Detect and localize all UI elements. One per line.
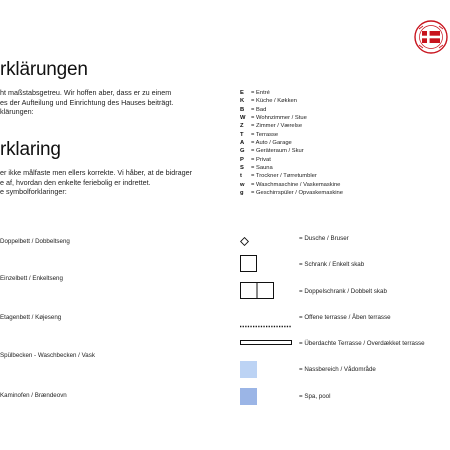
double-cabinet-label: = Doppelschrank / Dobbelt skab — [299, 288, 387, 295]
legend-row: A = Auto / Garage — [240, 140, 292, 147]
wet-area-swatch — [240, 361, 257, 378]
german-heading: rklärungen — [0, 59, 88, 80]
shower-label: = Dusche / Bruser — [299, 235, 349, 242]
stove-label: Kaminofen / Brændeovn — [0, 392, 67, 399]
wet-area-label: = Nassbereich / Vådområde — [299, 366, 376, 373]
single-cabinet-label: = Schrank / Enkelt skab — [299, 261, 365, 268]
legend-row: w = Waschmaschine / Vaskemaskine — [240, 181, 341, 188]
ferienpartner-logo — [414, 20, 448, 54]
legend-row: Z = Zimmer / Værelse — [240, 123, 303, 130]
danish-flag-seal-icon — [414, 20, 448, 54]
german-intro — [0, 88, 173, 117]
legend-row: S = Sauna — [240, 165, 273, 172]
room-abbreviation-legend — [240, 89, 343, 197]
open-terrace-label: = Offene terrasse / Åben terrasse — [299, 314, 391, 321]
single-cabinet-icon — [240, 255, 257, 272]
spa-pool-label: = Spa, pool — [299, 393, 331, 400]
single-bed-label: Einzelbett / Enkeltseng — [0, 275, 63, 282]
sink-label: Spülbecken - Waschbecken / Vask — [0, 352, 95, 359]
legend-row: B = Bad — [240, 106, 267, 113]
double-bed-label: Doppelbett / Dobbeltseng — [0, 238, 70, 245]
legend-row: t = Trockner / Tørretumbler — [240, 173, 317, 180]
german-line: es der Aufteilung und Einrichtung des Hauses beiträgt. — [0, 97, 174, 107]
legend-row: K = Küche / Køkken — [240, 98, 297, 105]
double-cabinet-icon — [240, 282, 274, 299]
danish-line: e symbolforklaringer: — [0, 187, 67, 197]
legend-row: W = Wohnzimmer / Stue — [240, 115, 307, 122]
german-line: ht maßstabsgetreu. Wir hoffen aber, dass er zu einem — [0, 88, 172, 97]
legend-row: E = Entré — [240, 90, 270, 96]
covered-terrace-icon — [240, 340, 292, 345]
shower-icon — [240, 233, 249, 242]
danish-line: er ikke målfaste men ellers korrekte. Vi håber, at de bidrager — [0, 168, 193, 177]
legend-row: G = Geräteraum / Skur — [240, 148, 304, 155]
covered-terrace-label: = Überdachte Terrasse / Overdækket terrasse — [299, 340, 425, 347]
german-line: klärungen: — [0, 107, 34, 117]
legend-row: g = Geschirrspüler / Opvaskemaskine — [240, 190, 343, 197]
danish-line: e af, hvordan den enkelte feriebolig er indrettet. — [0, 177, 151, 187]
bunk-bed-label: Etagenbett / Køjeseng — [0, 314, 62, 321]
danish-heading: rklaring — [0, 139, 61, 160]
legend-row: P = Privat — [240, 156, 271, 163]
danish-intro — [0, 168, 192, 197]
legend-row: T = Terrasse — [240, 131, 279, 138]
open-terrace-icon — [240, 315, 292, 318]
spa-pool-swatch — [240, 388, 257, 405]
